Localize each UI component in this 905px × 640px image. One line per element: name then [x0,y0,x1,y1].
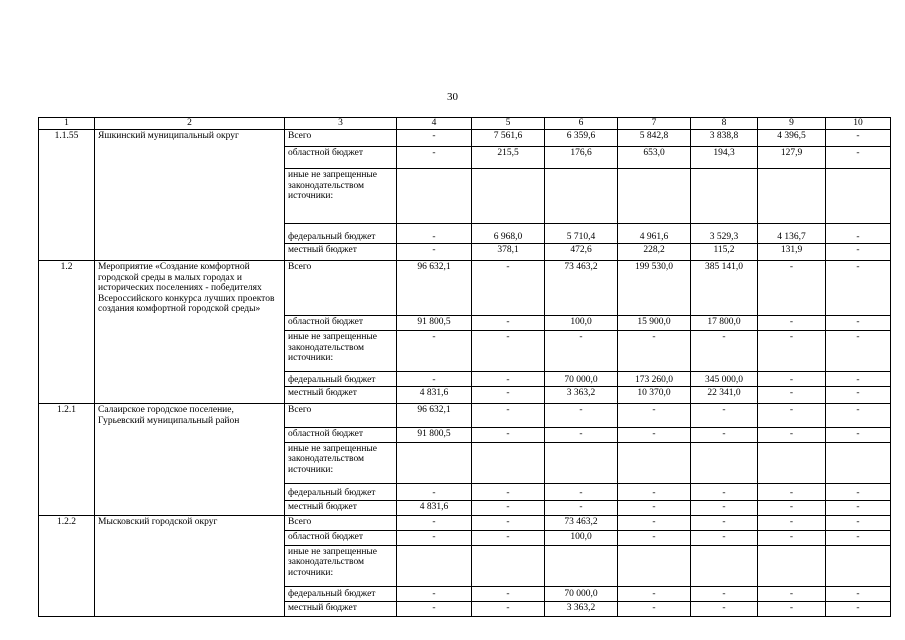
value-cell: - [397,586,472,601]
value-cell: - [472,404,545,428]
row-name-cell [95,244,285,261]
value-cell: - [758,261,826,316]
value-cell: 127,9 [758,147,826,169]
value-cell: 91 800,5 [397,427,472,442]
row-code-cell [39,316,95,331]
value-cell: - [826,372,891,387]
row-name-cell [95,545,285,586]
column-number: 6 [545,118,618,130]
value-cell: 73 463,2 [545,261,618,316]
funding-source: иные не запрещенные законодательством источники: [285,331,397,372]
value-cell: - [826,530,891,545]
value-cell: 6 968,0 [472,224,545,244]
value-cell [618,442,691,483]
value-cell: 73 463,2 [545,515,618,530]
value-cell: - [826,244,891,261]
value-cell: - [472,515,545,530]
column-number: 7 [618,118,691,130]
value-cell: - [826,483,891,500]
table-row [39,244,891,261]
funding-source: иные не запрещенные законодательством источники: [285,442,397,483]
value-cell: - [758,500,826,515]
funding-source: Всего [285,515,397,530]
value-cell [618,545,691,586]
value-cell: 10 370,0 [618,387,691,404]
value-cell: 22 341,0 [691,387,758,404]
row-code-cell [39,372,95,387]
value-cell [691,442,758,483]
value-cell: - [618,586,691,601]
table-row [39,404,891,428]
row-name-cell [95,169,285,224]
column-number: 3 [285,118,397,130]
value-cell: - [397,224,472,244]
value-cell: - [472,483,545,500]
value-cell: - [826,515,891,530]
table-row [39,372,891,387]
row-code-cell [39,331,95,372]
value-cell: - [397,331,472,372]
value-cell: - [758,331,826,372]
value-cell [758,169,826,224]
value-cell: 3 529,3 [691,224,758,244]
value-cell: - [472,261,545,316]
value-cell: - [397,601,472,616]
funding-source: Всего [285,404,397,428]
funding-source: федеральный бюджет [285,224,397,244]
value-cell: 96 632,1 [397,404,472,428]
row-code-cell [39,442,95,483]
table-row [39,483,891,500]
value-cell [545,545,618,586]
funding-source: федеральный бюджет [285,372,397,387]
funding-source: федеральный бюджет [285,483,397,500]
row-name-cell [95,224,285,244]
table-row [39,130,891,147]
value-cell: - [618,530,691,545]
value-cell: 215,5 [472,147,545,169]
table-row [39,601,891,616]
value-cell [691,545,758,586]
table-row [39,169,891,224]
table-row [39,515,891,530]
page-number: 30 [447,91,458,103]
value-cell: - [472,601,545,616]
value-cell: 6 359,6 [545,130,618,147]
value-cell: 96 632,1 [397,261,472,316]
value-cell [758,442,826,483]
value-cell [397,442,472,483]
row-code: 1.2.2 [39,515,95,530]
value-cell: - [618,515,691,530]
value-cell: - [397,130,472,147]
value-cell: - [472,586,545,601]
value-cell [618,169,691,224]
value-cell: - [826,224,891,244]
value-cell: - [397,372,472,387]
value-cell: - [545,483,618,500]
value-cell: - [397,147,472,169]
value-cell: - [618,404,691,428]
funding-source: местный бюджет [285,387,397,404]
row-name: Мероприятие «Создание комфортной городской среды в малых городах и исторических поселениях - победителях Всероссийского конкурса лучших проектов создания комфортной городской среды» [95,261,285,316]
value-cell: - [691,586,758,601]
row-code: 1.1.55 [39,130,95,147]
value-cell [758,545,826,586]
value-cell: 345 000,0 [691,372,758,387]
value-cell: 194,3 [691,147,758,169]
column-number: 10 [826,118,891,130]
value-cell: - [545,427,618,442]
table-row [39,261,891,316]
value-cell: - [758,483,826,500]
value-cell: - [826,601,891,616]
row-code: 1.2 [39,261,95,316]
value-cell: 4 136,7 [758,224,826,244]
table-row [39,224,891,244]
row-name-cell [95,500,285,515]
value-cell: 653,0 [618,147,691,169]
row-name-cell [95,387,285,404]
value-cell: - [618,331,691,372]
funding-source: местный бюджет [285,244,397,261]
funding-source: Всего [285,261,397,316]
row-code-cell [39,169,95,224]
row-code-cell [39,224,95,244]
value-cell [472,442,545,483]
value-cell: 100,0 [545,530,618,545]
row-name: Мысковский городской округ [95,515,285,530]
value-cell: 70 000,0 [545,372,618,387]
row-code-cell [39,427,95,442]
value-cell [472,169,545,224]
value-cell: - [758,316,826,331]
row-code-cell [39,500,95,515]
column-number: 5 [472,118,545,130]
value-cell: 199 530,0 [618,261,691,316]
value-cell: - [618,483,691,500]
row-code-cell [39,483,95,500]
value-cell: 4 831,6 [397,387,472,404]
value-cell: - [397,483,472,500]
table-row [39,427,891,442]
column-number: 2 [95,118,285,130]
value-cell: - [691,427,758,442]
value-cell: - [758,601,826,616]
value-cell: - [758,427,826,442]
column-number: 9 [758,118,826,130]
value-cell: - [691,331,758,372]
value-cell: - [397,515,472,530]
table-row [39,442,891,483]
row-code-cell [39,244,95,261]
value-cell: - [826,404,891,428]
funding-source: Всего [285,130,397,147]
funding-source: областной бюджет [285,316,397,331]
value-cell: - [826,130,891,147]
table-header-row [39,118,891,130]
value-cell: 70 000,0 [545,586,618,601]
row-name: Салаирское городское поселение, Гурьевский муниципальный район [95,404,285,428]
value-cell: - [691,500,758,515]
funding-source: местный бюджет [285,601,397,616]
value-cell: 4 961,6 [618,224,691,244]
value-cell: 17 800,0 [691,316,758,331]
value-cell: - [826,261,891,316]
value-cell: - [545,404,618,428]
value-cell: - [472,530,545,545]
value-cell: 15 900,0 [618,316,691,331]
value-cell: 4 831,6 [397,500,472,515]
row-name-cell [95,483,285,500]
row-code-cell [39,530,95,545]
value-cell: 131,9 [758,244,826,261]
value-cell: - [758,586,826,601]
value-cell [826,169,891,224]
funding-source: областной бюджет [285,427,397,442]
value-cell: 3 838,8 [691,130,758,147]
value-cell: - [758,372,826,387]
row-name-cell [95,331,285,372]
row-code-cell [39,545,95,586]
value-cell: - [397,530,472,545]
funding-source: федеральный бюджет [285,586,397,601]
value-cell: - [826,316,891,331]
table-row [39,147,891,169]
row-name-cell [95,147,285,169]
table-row [39,545,891,586]
value-cell: - [472,427,545,442]
row-code-cell [39,601,95,616]
table-row [39,387,891,404]
value-cell: - [758,530,826,545]
table-row [39,530,891,545]
value-cell: 173 260,0 [618,372,691,387]
value-cell: - [472,387,545,404]
value-cell [472,545,545,586]
row-name: Яшкинский муниципальный округ [95,130,285,147]
value-cell: - [472,372,545,387]
value-cell [826,442,891,483]
table-row [39,331,891,372]
value-cell: - [472,331,545,372]
value-cell: 5 842,8 [618,130,691,147]
value-cell [691,169,758,224]
value-cell: - [758,387,826,404]
value-cell: 176,6 [545,147,618,169]
row-name-cell [95,372,285,387]
row-name-cell [95,427,285,442]
value-cell: - [472,316,545,331]
row-code-cell [39,586,95,601]
value-cell: 3 363,2 [545,387,618,404]
table-row [39,316,891,331]
value-cell [545,442,618,483]
value-cell: 4 396,5 [758,130,826,147]
value-cell: 7 561,6 [472,130,545,147]
value-cell: - [691,530,758,545]
row-code-cell [39,387,95,404]
value-cell: - [691,515,758,530]
value-cell: - [826,500,891,515]
column-number: 4 [397,118,472,130]
row-name-cell [95,586,285,601]
value-cell: - [472,500,545,515]
value-cell: 91 800,5 [397,316,472,331]
row-name-cell [95,442,285,483]
budget-table [38,117,891,617]
value-cell: - [691,601,758,616]
value-cell: 228,2 [618,244,691,261]
row-name-cell [95,601,285,616]
value-cell: - [618,427,691,442]
value-cell: - [691,483,758,500]
value-cell: - [691,404,758,428]
table-row [39,586,891,601]
row-name-cell [95,316,285,331]
value-cell: - [545,500,618,515]
value-cell: 100,0 [545,316,618,331]
row-code-cell [39,147,95,169]
value-cell [545,169,618,224]
row-code: 1.2.1 [39,404,95,428]
value-cell: - [618,601,691,616]
funding-source: местный бюджет [285,500,397,515]
value-cell: - [826,331,891,372]
value-cell: 3 363,2 [545,601,618,616]
funding-source: иные не запрещенные законодательством источники: [285,169,397,224]
value-cell: - [545,331,618,372]
value-cell: - [758,515,826,530]
column-number: 1 [39,118,95,130]
value-cell: 472,6 [545,244,618,261]
value-cell: - [758,404,826,428]
value-cell [397,545,472,586]
value-cell: 5 710,4 [545,224,618,244]
funding-source: областной бюджет [285,530,397,545]
value-cell: - [618,500,691,515]
value-cell: 115,2 [691,244,758,261]
value-cell [826,545,891,586]
budget-table-body [39,118,891,617]
value-cell: - [826,427,891,442]
table-row [39,500,891,515]
value-cell: - [826,387,891,404]
value-cell: - [397,244,472,261]
column-number: 8 [691,118,758,130]
funding-source: иные не запрещенные законодательством источники: [285,545,397,586]
value-cell: - [826,147,891,169]
funding-source: областной бюджет [285,147,397,169]
row-name-cell [95,530,285,545]
value-cell: - [826,586,891,601]
value-cell: 385 141,0 [691,261,758,316]
value-cell [397,169,472,224]
value-cell: 378,1 [472,244,545,261]
